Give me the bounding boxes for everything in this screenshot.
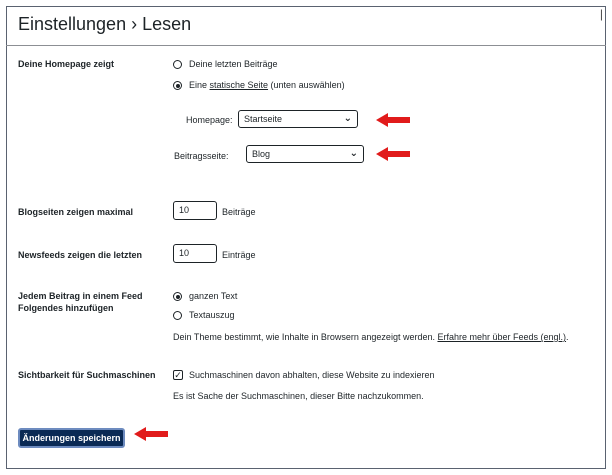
radio-latest-posts[interactable] (173, 60, 182, 69)
radio-full-text-label: ganzen Text (189, 291, 238, 301)
static-page-link[interactable]: statische Seite (209, 80, 269, 90)
radio-static-page-label (189, 79, 345, 91)
visibility-note: Es ist Sache der Suchmaschinen, dieser Bitte nachzukommen. (173, 391, 424, 401)
radio-static-page[interactable] (173, 81, 182, 90)
feed-content-label-line1: Jedem Beitrag in einem Feed (18, 291, 143, 301)
search-engine-checkbox-label: Suchmaschinen davon abhalten, diese Website zu indexieren (189, 370, 435, 380)
arrow-left-icon (134, 427, 168, 441)
posts-select-value: Blog (252, 149, 271, 159)
radio-full-text[interactable] (173, 292, 182, 301)
blog-pages-unit: Beiträge (222, 207, 256, 217)
feeds-unit: Einträge (222, 250, 256, 260)
feed-content-label-line2: Folgendes hinzufügen (18, 303, 114, 313)
homepage-label: Deine Homepage zeigt (18, 59, 115, 69)
page-title: Einstellungen › Lesen (18, 14, 192, 34)
corner-mark: | (599, 7, 603, 21)
static-page-prefix: Eine (189, 80, 210, 90)
arrow-left-icon (376, 147, 410, 161)
save-changes-button[interactable]: Änderungen speichern (18, 428, 125, 448)
radio-excerpt-label: Textauszug (189, 310, 235, 320)
posts-select[interactable] (246, 145, 364, 163)
blog-pages-input[interactable]: 10 (173, 201, 217, 220)
posts-select-label: Beitragsseite: (174, 151, 229, 161)
feeds-input[interactable]: 10 (173, 244, 217, 263)
chevron-down-icon: ⌄ (349, 148, 358, 159)
feeds-learn-more-link[interactable]: Erfahre mehr über Feeds (engl.) (437, 332, 567, 342)
homepage-select-label: Homepage: (186, 115, 233, 125)
feeds-label: Newsfeeds zeigen die letzten (18, 250, 143, 260)
arrow-left-icon (376, 113, 410, 127)
title-divider (6, 45, 606, 46)
static-page-suffix: (unten auswählen) (268, 80, 345, 90)
search-engine-checkbox[interactable] (173, 370, 183, 380)
feed-note (173, 331, 569, 343)
check-icon: ✓ (174, 370, 182, 380)
radio-excerpt[interactable] (173, 311, 182, 320)
homepage-select[interactable] (238, 110, 358, 128)
feed-note-text: Dein Theme bestimmt, wie Inhalte in Browsern angezeigt werden. (173, 332, 438, 342)
visibility-label: Sichtbarkeit für Suchmaschinen (18, 370, 156, 380)
blog-pages-label: Blogseiten zeigen maximal (18, 207, 134, 217)
feed-note-suffix: . (566, 332, 569, 342)
homepage-select-value: Startseite (244, 114, 283, 124)
radio-latest-posts-label: Deine letzten Beiträge (189, 59, 278, 69)
chevron-down-icon: ⌄ (343, 113, 352, 124)
